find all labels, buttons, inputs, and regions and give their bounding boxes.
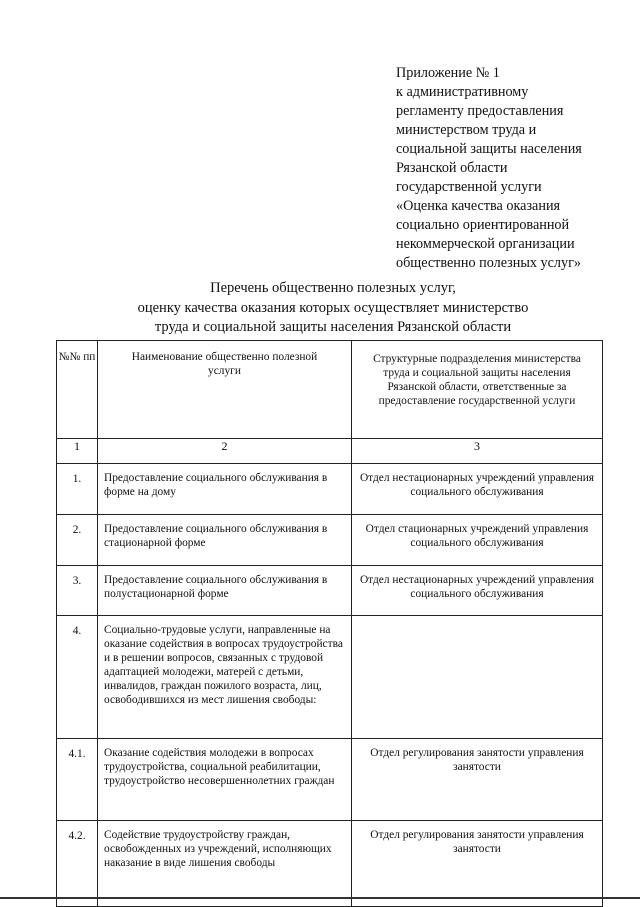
appendix-line: некоммерческой организации	[396, 236, 575, 252]
column-index-row	[57, 439, 603, 464]
responsible-department: Отдел нестационарных учреждений управления социального обслуживания	[352, 566, 603, 616]
title-line: Перечень общественно полезных услуг,	[210, 280, 456, 296]
services-table	[56, 340, 603, 907]
table-header-row	[57, 341, 603, 439]
table-row	[57, 739, 603, 821]
appendix-line: государственной услуги	[396, 179, 542, 195]
table-row	[57, 821, 603, 907]
service-name: Предоставление социального обслуживания в полустационарной форме	[98, 566, 352, 616]
table-row	[57, 515, 603, 566]
appendix-line: «Оценка качества оказания	[396, 198, 561, 214]
responsible-department: Отдел стационарных учреждений управления социального обслуживания	[352, 515, 603, 566]
document-title	[60, 279, 606, 338]
page-bottom-rule	[0, 897, 640, 899]
table-row	[57, 566, 603, 616]
appendix-line: социальной защиты населения	[396, 141, 582, 157]
title-line: оценку качества оказания которых осуществляет министерство	[137, 299, 529, 316]
responsible-department: Отдел регулирования занятости управления занятости	[352, 821, 603, 907]
service-name: Оказание содействия молодежи в вопросах трудоустройства, социальной реабилитации, трудоустройство несовершеннолетних граждан	[98, 739, 352, 821]
column-index: 3	[352, 439, 603, 464]
title-line: труда и социальной защиты населения Рязанской области	[154, 319, 512, 335]
appendix-line: к административному	[396, 84, 529, 100]
responsible-department: Отдел регулирования занятости управления занятости	[352, 739, 603, 821]
header-department: Структурные подразделения министерства труда и социальной защиты населения Рязанской области, ответственные за предоставление государственной услуги	[352, 341, 603, 439]
appendix-line: Приложение № 1	[396, 65, 500, 81]
row-number: 4.1.	[57, 739, 98, 821]
row-number: 1.	[57, 464, 98, 515]
appendix-line: министерством труда и	[396, 122, 537, 138]
service-name: Предоставление социального обслуживания в стационарной форме	[98, 515, 352, 566]
row-number: 3.	[57, 566, 98, 616]
appendix-block	[396, 64, 632, 273]
responsible-department: Отдел нестационарных учреждений управления социального обслуживания	[352, 464, 603, 515]
header-number: №№ пп	[57, 341, 98, 439]
service-name: Предоставление социального обслуживания в форме на дому	[98, 464, 352, 515]
column-index: 2	[98, 439, 352, 464]
service-name: Содействие трудоустройству граждан, освобожденных из учреждений, исполняющих наказание в виде лишения свободы	[98, 821, 352, 907]
row-number: 4.2.	[57, 821, 98, 907]
table-row	[57, 616, 603, 739]
appendix-line: социально ориентированной	[396, 217, 570, 233]
service-name: Социально-трудовые услуги, направленные на оказание содействия в вопросах трудоустройства и в решении вопросов, связанных с трудовой адаптацией молодежи, матерей с детьми, инвалидов, граждан пожилого возраста, лиц, освободившихся из мест лишения свободы:	[98, 616, 352, 739]
appendix-line: Рязанской области	[396, 160, 508, 176]
responsible-department	[352, 616, 603, 739]
row-number: 4.	[57, 616, 98, 739]
appendix-line: регламенту предоставления	[396, 103, 564, 119]
header-service-name: Наименование общественно полезной услуги	[98, 341, 352, 439]
column-index: 1	[57, 439, 98, 464]
appendix-line: общественно полезных услуг»	[396, 255, 582, 271]
row-number: 2.	[57, 515, 98, 566]
table-row	[57, 464, 603, 515]
